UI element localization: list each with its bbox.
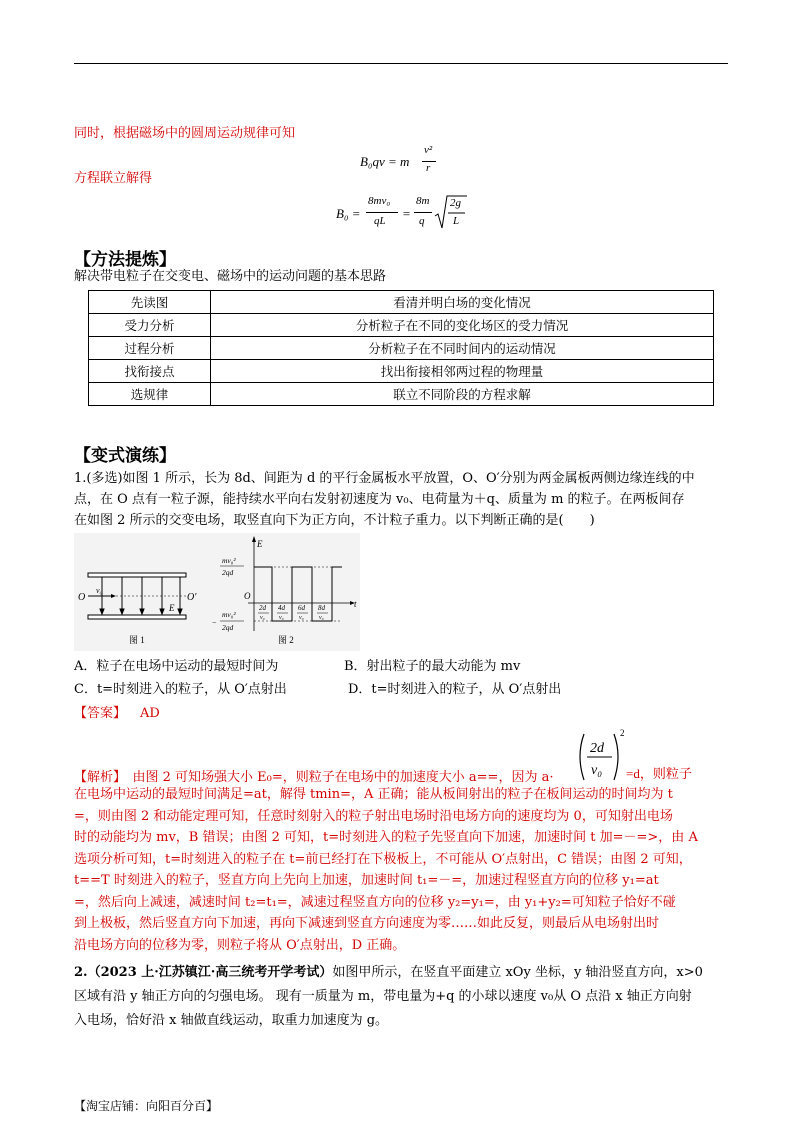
- fig2-tick-label: 8d: [318, 604, 325, 612]
- step-cell: 先读图: [89, 291, 211, 314]
- fig2-tick-label: 2d: [259, 604, 266, 612]
- fig2-neg-num: mv₀²: [222, 610, 236, 619]
- q2-source: 2.（2023 上·江苏镇江·高三统考开学考试）: [74, 965, 333, 980]
- analysis-fraction: [572, 728, 712, 786]
- fig2-tick-label: 4d: [278, 604, 285, 612]
- question-1-text: [74, 468, 728, 531]
- fig2-tick-label: v₀: [279, 615, 284, 621]
- desc-cell: 找出衔接相邻两过程的物理量: [211, 360, 714, 383]
- q1-line: 在如图 2 所示的交变电场，取竖直向下为正方向，不计粒子重力。以下判断正确的是( ): [74, 513, 595, 528]
- answer-line: [74, 705, 160, 723]
- eq2-lhs: B₀ =: [336, 206, 361, 221]
- fig1-label-o-prime: O′: [187, 592, 197, 603]
- fig2-tick-label: v₀: [299, 615, 304, 621]
- method-heading: 【方法提炼】: [74, 250, 176, 270]
- fig2-minus: −: [212, 618, 217, 627]
- equation-1: [360, 146, 450, 180]
- footer-shop: 【淘宝店铺：向阳百分百】: [74, 1099, 219, 1113]
- analysis-first-line: [74, 728, 734, 785]
- fig2-origin: O: [244, 591, 251, 601]
- text-line-solve: 方程联立解得: [74, 171, 153, 186]
- equation-2: [336, 194, 476, 234]
- eq2-eqsign: =: [402, 206, 411, 221]
- analysis-line: =，则由图 2 和动能定理可知，任意时刻射入的粒子射出电场时沿电场方向的速度均为 0，可知射出电场: [74, 808, 673, 824]
- step-cell: 选规律: [89, 383, 211, 406]
- option-b: B．射出粒子的最大动能为 mv: [344, 659, 521, 674]
- q2-line1: 如图甲所示，在竖直平面建立 xOy 坐标，y 轴沿竖直方向，x>0: [332, 965, 703, 980]
- answer-value: AD: [140, 706, 160, 721]
- svg-text:2: 2: [620, 728, 625, 738]
- q1-line: 点，在 O 点有一粒子源，能持续水平向右发射初速度为 v₀、电荷量为＋q、质量为 m 的粒子。在两板间存: [74, 492, 685, 507]
- eq1-numerator: v²: [424, 144, 433, 156]
- eq1-denominator: r: [426, 162, 431, 174]
- fig2-neg-den: 2qd: [222, 623, 234, 632]
- fig2-axis-e: E: [257, 539, 263, 549]
- eq2-frac2-num: 8m: [416, 195, 430, 207]
- figure-1-plates: [74, 533, 204, 651]
- fig2-tick-label: v₀: [319, 615, 324, 621]
- analysis-line1: 由图 2 可知场强大小 E₀=，则粒子在电场中的加速度大小 a==，因为 a·: [119, 770, 554, 785]
- fig2-tick-label: 6d: [298, 604, 305, 612]
- text-line-circular-motion: 同时，根据磁场中的圆周运动规律可知: [74, 126, 296, 141]
- header-rule: [74, 63, 728, 64]
- analysis-frac-den: v₀: [591, 763, 603, 778]
- analysis-frac-num: 2d: [590, 741, 604, 756]
- analysis-line: 选项分析可知，t=时刻进入的粒子在 t=前已经打在下极板上，不可能从 O′点射出，C 错误；由图 2 可知，: [74, 851, 692, 867]
- option-c: C．t=时刻进入的粒子，从 O′点射出: [74, 682, 287, 697]
- answer-label: 【答案】: [74, 706, 127, 721]
- desc-cell: 联立不同阶段的方程求解: [211, 383, 714, 406]
- analysis-line: 到上极板，然后竖直方向下加速，再向下减速到竖直方向速度为零……如此反复，则最后从电场射出时: [74, 916, 660, 931]
- fig1-label-e: E: [169, 603, 175, 613]
- eq2-frac1-num: 8mv₀: [368, 195, 391, 207]
- analysis-line: t==T 时刻进入的粒子，竖直方向上先向上加速，加速时间 t₁=－=，加速过程竖直方向的位移 y₁=at: [74, 873, 659, 888]
- analysis-line1-end: =d，则粒子: [626, 766, 692, 781]
- table-row: [89, 360, 714, 383]
- analysis-line: 在电场中运动的最短时间满足=at，解得 tmin=，A 正确；能从板间射出的粒子在板间运动的时间均为 t: [74, 787, 673, 802]
- eq1-lhs: B₀qv = m: [360, 154, 410, 169]
- fig2-axis-t: t: [354, 599, 357, 609]
- option-a: A．粒子在电场中运动的最短时间为: [74, 659, 279, 674]
- eq2-sqrt-num: 2g: [450, 197, 461, 209]
- fig2-tick-label: v₀: [260, 615, 265, 621]
- desc-cell: 看清并明白场的变化情况: [211, 291, 714, 314]
- method-intro: 解决带电粒子在交变电、磁场中的运动问题的基本思路: [74, 269, 387, 284]
- q1-line: 1.(多选)如图 1 所示，长为 8d、间距为 d 的平行金属板水平放置，O、O′分别为两金属板两侧边缘连线的中: [74, 471, 695, 486]
- analysis-body: [74, 784, 728, 956]
- fig1-label-v0: v₀: [96, 586, 103, 595]
- table-row: [89, 383, 714, 406]
- fig2-pos-den: 2qd: [222, 568, 234, 577]
- step-cell: 找衔接点: [89, 360, 211, 383]
- step-cell: 受力分析: [89, 314, 211, 337]
- eq2-frac1-den: qL: [374, 215, 386, 227]
- figure-panel: [74, 533, 360, 651]
- table-row: [89, 337, 714, 360]
- fig2-caption: 图 2: [278, 635, 294, 645]
- step-cell: 过程分析: [89, 337, 211, 360]
- eq2-sqrt-den: L: [453, 215, 460, 227]
- eq2-frac2-den: q: [419, 215, 425, 227]
- practice-heading: 【变式演练】: [74, 446, 176, 466]
- desc-cell: 分析粒子在不同的变化场区的受力情况: [211, 314, 714, 337]
- analysis-label: 【解析】: [74, 770, 120, 785]
- analysis-line: 沿电场方向的位移为零，则粒子将从 O′点射出，D 正确。: [74, 937, 406, 953]
- table-row: [89, 291, 714, 314]
- fig1-caption: 图 1: [129, 635, 145, 645]
- table-row: [89, 314, 714, 337]
- q2-line2: 区域有沿 y 轴正方向的匀强电场。 现有一质量为 m，带电量为+q 的小球以速度 v₀从 O 点沿 x 轴正方向射: [74, 989, 692, 1004]
- fig2-pos-num: mv₀²: [222, 556, 236, 565]
- q2-line3: 入电场，恰好沿 x 轴做直线运动，取重力加速度为 g。: [74, 1013, 389, 1028]
- desc-cell: 分析粒子在不同时间内的运动情况: [211, 337, 714, 360]
- analysis-line: =，然后向上减速，减速时间 t₂=t₁=，减速过程竖直方向的位移 y₂=y₁=，由 y₁+y₂=可知粒子恰好不碰: [74, 894, 676, 910]
- analysis-line: 时的动能均为 mv，B 错误；由图 2 可知，t=时刻进入的粒子先竖直向下加速，加速时间 t 加=－=>，由 A: [74, 830, 698, 845]
- method-table: [88, 290, 714, 406]
- fig1-label-o: O: [78, 592, 86, 603]
- option-d: D．t=时刻进入的粒子，从 O′点射出: [348, 682, 562, 697]
- figure-2-field-graph: [204, 533, 360, 651]
- question-2-text: [74, 961, 728, 1033]
